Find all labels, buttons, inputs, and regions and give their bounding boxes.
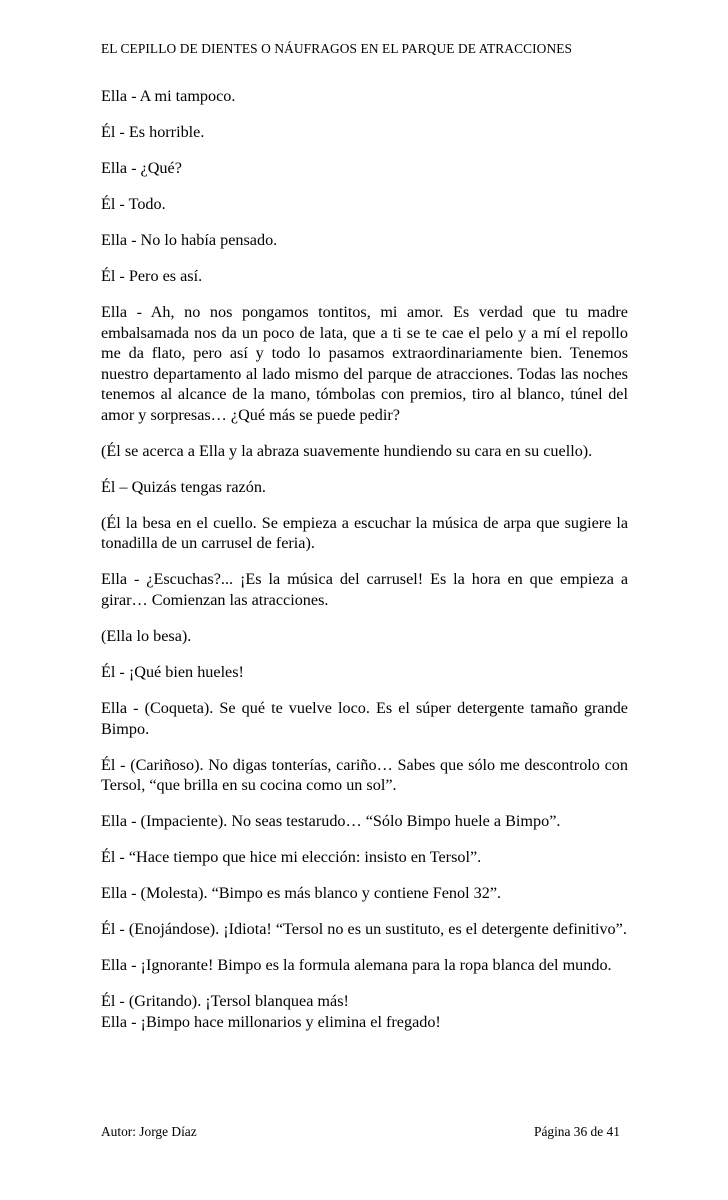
dialogue-line: Él - (Gritando). ¡Tersol blanquea más!	[101, 992, 349, 1011]
dialogue-line: Ella - ¿Escuchas?... ¡Es la música del carrusel! Es la hora en que empieza a girar… Comienzan las atracciones.	[101, 570, 628, 609]
running-header: EL CEPILLO DE DIENTES O NÁUFRAGOS EN EL PARQUE DE ATRACCIONES	[101, 41, 573, 56]
dialogue-line: Él - (Enojándose). ¡Idiota! “Tersol no es un sustituto, es el detergente definitivo”.	[101, 920, 627, 939]
dialogue-line: Ella - Ah, no nos pongamos tontitos, mi amor. Es verdad que tu madre embalsamada nos da un poco de lata, que a ti se te cae el pelo y a mí el repollo me da flato, pero así y todo lo pasamos extraordinariamente bien. Tenemos nuestro departamento al lado mismo del parque de atracciones. Todas las noches tenemos al alcance de la mano, tómbolas con premios, tiro al blanco, túnel del amor y sorpresas… ¿Qué más se puede pedir?	[101, 302, 628, 424]
stage-direction: (Ella lo besa).	[101, 626, 192, 645]
footer-author: Autor: Jorge Díaz	[101, 1124, 197, 1139]
dialogue-line: Ella - ¡Bimpo hace millonarios y elimina el fregado!	[101, 1012, 441, 1031]
dialogue-line: Ella - No lo había pensado.	[101, 230, 278, 249]
dialogue-line: Ella - (Molesta). “Bimpo es más blanco y contiene Fenol 32”.	[101, 884, 502, 903]
footer-page-number: Página 36 de 41	[534, 1124, 620, 1139]
page-footer	[101, 1122, 628, 1141]
dialogue-line: Él - ¡Qué bien hueles!	[101, 662, 244, 681]
page-body	[101, 86, 628, 1032]
dialogue-line: Ella - ¡Ignorante! Bimpo es la formula alemana para la ropa blanca del mundo.	[101, 956, 612, 975]
dialogue-line: Él - Es horrible.	[101, 122, 205, 141]
dialogue-line: Ella - (Coqueta). Se qué te vuelve loco. Es el súper detergente tamaño grande Bimpo.	[101, 698, 628, 738]
dialogue-line: Él - (Cariñoso). No digas tonterías, cariño… Sabes que sólo me descontrolo con Tersol, “que brilla en su cocina como un sol”.	[101, 755, 628, 795]
dialogue-line: Ella - ¿Qué?	[101, 158, 182, 177]
dialogue-line: Él - “Hace tiempo que hice mi elección: insisto en Tersol”.	[101, 848, 482, 867]
dialogue-line: Ella - (Impaciente). No seas testarudo… “Sólo Bimpo huele a Bimpo”.	[101, 812, 561, 831]
stage-direction: (Él se acerca a Ella y la abraza suavemente hundiendo su cara en su cuello).	[101, 441, 593, 460]
dialogue-line: Ella - A mi tampoco.	[101, 87, 236, 105]
dialogue-line: Él - Todo.	[101, 194, 166, 213]
stage-direction: (Él la besa en el cuello. Se empieza a escuchar la música de arpa que sugiere la tonadilla de un carrusel de feria).	[101, 513, 628, 553]
dialogue-line: Él - Pero es así.	[101, 266, 203, 285]
dialogue-line: Él – Quizás tengas razón.	[101, 477, 266, 496]
